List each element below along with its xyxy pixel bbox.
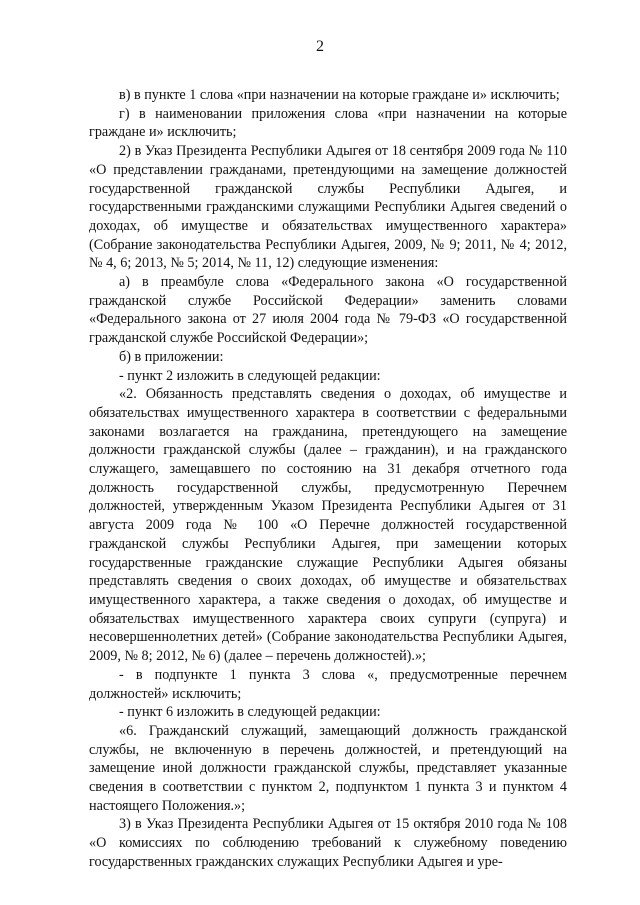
paragraph-point-6-intro: - пункт 6 изложить в следующей редакции: bbox=[119, 704, 381, 721]
page-number: 2 bbox=[316, 38, 324, 55]
paragraph-item-3: 3) в Указ Президента Республики Адыгея от 15 октября 2010 года № 108 «О комиссиях по соблюдению требований к служебному поведению государственных гражданских служащих Республики Адыгея и уре- bbox=[89, 816, 567, 870]
document-body bbox=[89, 86, 567, 872]
paragraph-point-2-intro: - пункт 2 изложить в следующей редакции: bbox=[119, 367, 381, 384]
paragraph-subpoint-1: - в подпункте 1 пункта 3 слова «, предусмотренные перечнем должностей» исключить; bbox=[89, 666, 567, 702]
paragraph-point-6-text: «6. Гражданский служащий, замещающий должность гражданской службы, не включенную в перечень должностей, и претендующий на замещение иной должности гражданской службы, представляет указанные сведения в соответствии с пунктом 2, подпунктом 1 пункта 3 и пунктом 4 настоящего Положения.»; bbox=[89, 722, 567, 814]
paragraph-a: а) в преамбуле слова «Федерального закона «О государственной гражданской службе Российской Федерации» заменить словами «Федерального закона от 27 июля 2004 года № 79-ФЗ «О государственной гражданской службе Российской Федерации»; bbox=[89, 274, 567, 347]
paragraph-item-2: 2) в Указ Президента Республики Адыгея от 18 сентября 2009 года № 110 «О представлении гражданами, претендующими на замещение должностей государственной гражданской службы Республики Адыгея, и государственными гражданскими служащими Республики Адыгея сведений о доходах, об имуществе и обязательствах имущественного характера» (Собрание законодательства Республики Адыгея, 2009, № 9; 2011, № 4; 2012, № 4, 6; 2013, № 5; 2014, № 11, 12) следующие изменения: bbox=[89, 143, 567, 272]
paragraph-point-2-text: «2. Обязанность представлять сведения о доходах, об имуществе и обязательствах имущественного характера в соответствии с федеральными законами возлагается на гражданина, претендующего на замещение должности гражданской службы (далее – гражданин), и на гражданского служащего, замещавшего по состоянию на 31 декабря отчетного года должность государственной службы, предусмотренную Перечнем должностей, утвержденным Указом Президента Республики Адыгея от 31 августа 2009 года № 100 «О Перечне должностей государственной гражданской службы Республики Адыгея, при замещении которых государственные гражданские служащие Республики Адыгея обязаны представлять сведения о своих доходах, об имуществе и обязательствах имущественного характера, а также сведения о доходах, об имуществе и обязательствах имущественного характера своих супруги (супруга) и несовершеннолетних детей» (Собрание законодательства Республики Адыгея, 2009, № 8; 2012, № 6) (далее – перечень должностей).»; bbox=[89, 386, 567, 665]
paragraph-g: г) в наименовании приложения слова «при назначении на которые граждане и» исключить; bbox=[89, 105, 567, 141]
paragraph-v: в) в пункте 1 слова «при назначении на которые граждане и» исключить; bbox=[119, 87, 560, 103]
paragraph-b: б) в приложении: bbox=[119, 348, 224, 365]
